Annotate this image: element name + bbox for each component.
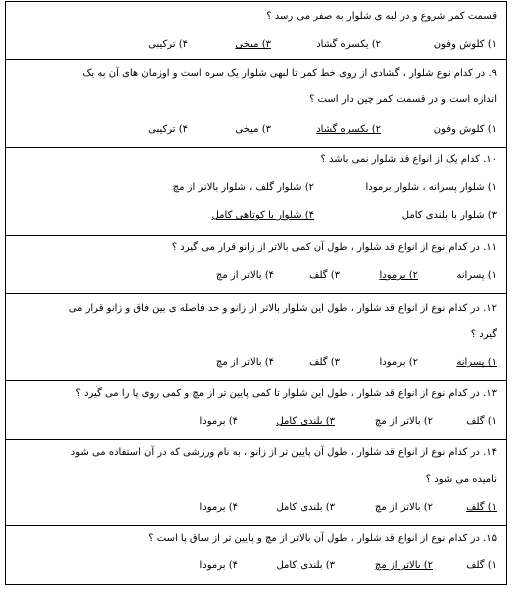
- option-3: ۳) شلوار با بلندی کامل: [401, 210, 497, 221]
- question-text: [76, 387, 497, 401]
- question-line-1: در کدام نوع از انواع قد شلوار ، طول آن بالاتر از مچ و پایین تر از ساق پا است ؟: [148, 533, 480, 544]
- question-number: ۱۲.: [483, 303, 497, 314]
- option-3: ۳) میخی: [235, 39, 271, 50]
- question-line-2: نامیده می شود ؟: [425, 474, 497, 485]
- option-2: ۲) بالاتر از مچ: [374, 502, 433, 513]
- question-line-1: در کدام نوع از انواع قد شلوار ، طول این شلوار بالاتر از زانو و حد فاصله ی بین فاق و زانو قرار می: [68, 303, 480, 314]
- option-2: ۲) بالاتر از مچ: [374, 560, 433, 571]
- question-block-14: [5, 439, 507, 526]
- question-line-1: در کدام نوع شلوار ، گشادی از روی خط کمر تا لبهی شلوار یک سره است و اوزمان های آن به یک: [82, 68, 486, 79]
- option-1: ۱) شلوار پسرانه ، شلوار برمودا: [365, 182, 497, 193]
- question-number: ۱۱.: [483, 242, 497, 253]
- question-text: [69, 302, 497, 316]
- question-block-10: [5, 147, 507, 236]
- option-4: ۴) برمودا: [199, 416, 238, 427]
- question-block-13: [5, 380, 507, 440]
- question-number: ۱۰.: [483, 154, 497, 165]
- option-1: ۱) کلوش وفون: [433, 39, 497, 50]
- question-line-1: در کدام نوع از انواع قد شلوار ، طول آن پایین تر از زانو ، به نام ورزشی که در آن استفاده می شود: [70, 447, 480, 458]
- question-number: ۱۵.: [483, 533, 497, 544]
- option-2: ۲) یکسره گشاد: [316, 124, 381, 135]
- option-1: ۱) پسرانه: [456, 270, 497, 281]
- option-1: ۱) گلف: [466, 416, 497, 427]
- question-text: [172, 241, 497, 255]
- question-number: ۱۴.: [483, 447, 497, 458]
- question-text: [148, 532, 497, 546]
- question-line-1: در کدام نوع از انواع قد شلوار ، طول آن کمی بالاتر از زانو قرار می گیرد ؟: [171, 242, 480, 253]
- option-1: ۱) گلف: [466, 502, 497, 513]
- option-1: ۱) کلوش وفون: [433, 124, 497, 135]
- question-line-2: اندازه است و در قسمت کمر چین دار است ؟: [309, 94, 497, 105]
- option-2: ۲) شلوار گلف ، شلوار بالاتر از مچ: [172, 182, 314, 193]
- option-3: ۳) گلف: [309, 357, 340, 368]
- option-4: ۴) ترکیبی: [148, 124, 188, 135]
- question-text: [82, 67, 497, 81]
- question-block-11: [5, 235, 507, 294]
- question-sheet: [5, 2, 507, 585]
- option-4: ۴) بالاتر از مچ: [215, 270, 274, 281]
- option-4: ۴) بالاتر از مچ: [215, 357, 274, 368]
- question-block-continued: [5, 1, 507, 60]
- option-2: ۲) بالاتر از مچ: [374, 416, 433, 427]
- option-3: ۳) بلندی کامل: [276, 560, 335, 571]
- question-block-12: [5, 293, 507, 381]
- option-1: ۱) گلف: [466, 560, 497, 571]
- option-3: ۳) بلندی کامل: [276, 502, 335, 513]
- option-4: ۴) شلوار با کوتاهی کامل: [211, 210, 314, 221]
- option-3: ۳) میخی: [235, 124, 271, 135]
- option-3: ۳) گلف: [309, 270, 340, 281]
- option-4: ۴) برمودا: [199, 560, 238, 571]
- option-4: ۴) برمودا: [199, 502, 238, 513]
- question-block-15: [5, 525, 507, 585]
- option-1: ۱) پسرانه: [456, 357, 497, 368]
- option-3: ۳) بلندی کامل: [276, 416, 335, 427]
- option-2: ۲) برمودا: [379, 357, 418, 368]
- question-number: ۱۳.: [483, 388, 497, 399]
- question-text: قسمت کمر شروع و در لبه ی شلوار به صفر می رسد ؟: [266, 11, 497, 22]
- option-4: ۴) ترکیبی: [148, 39, 188, 50]
- option-2: ۲) یکسره گشاد: [316, 39, 381, 50]
- question-text: [320, 153, 497, 167]
- question-line-2: گیرد ؟: [470, 329, 497, 340]
- option-2: ۲) برمودا: [379, 270, 418, 281]
- question-line-1: کدام یک از انواع قد شلوار نمی باشد ؟: [320, 154, 480, 165]
- question-block-9: [5, 59, 507, 148]
- question-line-1: در کدام نوع از انواع قد شلوار ، طول این شلوار تا کمی پایین تر از مچ و کمی روی پا را می گیرد ؟: [75, 388, 480, 399]
- question-number: ۹.: [488, 68, 497, 79]
- question-text: [71, 446, 497, 460]
